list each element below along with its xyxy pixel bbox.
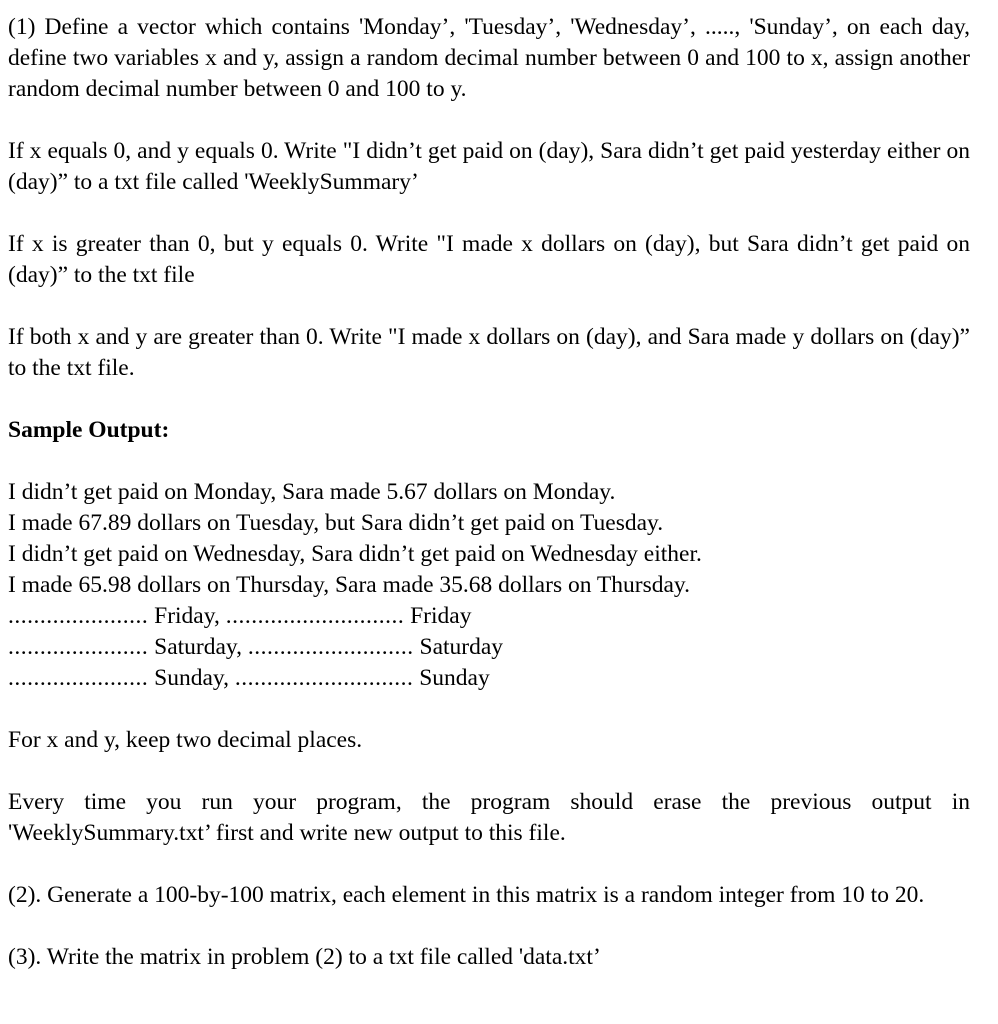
placeholder-dots: ............................ — [234, 665, 414, 691]
day-label: Sunday, — [154, 665, 229, 691]
rule-both-positive: If both x and y are greater than 0. Write "I made x dollars on (day), and Sara made y dollars on (day)” to the txt file. — [8, 324, 970, 381]
placeholder-dots: ...................... — [8, 603, 149, 629]
rule-y-zero: If x is greater than 0, but y equals 0. Write "I made x dollars on (day), but Sara didn’t get paid on (day)” to the txt file — [8, 231, 970, 288]
placeholder-dots: ...................... — [8, 634, 149, 660]
sample-line-sunday — [8, 663, 970, 694]
sample-output-heading: Sample Output: — [8, 417, 170, 443]
decimal-places-note: For x and y, keep two decimal places. — [8, 727, 363, 753]
placeholder-dots: .......................... — [247, 634, 414, 660]
rule-both-zero: If x equals 0, and y equals 0. Write "I didn’t get paid on (day), Sara didn’t get paid yesterday either on (day)” to a txt file called 'WeeklySummary’ — [8, 138, 970, 195]
day-label: Sunday — [419, 665, 490, 691]
erase-output-note: Every time you run your program, the program should erase the previous output in 'WeeklySummary.txt’ first and write new output to this file. — [8, 789, 970, 846]
day-label: Friday, — [154, 603, 220, 629]
day-label: Saturday, — [154, 634, 243, 660]
sample-line-saturday — [8, 632, 970, 663]
placeholder-dots: ...................... — [8, 665, 149, 691]
problem-2-text: (2). Generate a 100-by-100 matrix, each element in this matrix is a random integer from 10 to 20. — [8, 882, 925, 908]
day-label: Friday — [410, 603, 472, 629]
sample-line-wednesday: I didn’t get paid on Wednesday, Sara didn’t get paid on Wednesday either. — [8, 541, 702, 567]
placeholder-dots: ............................ — [225, 603, 405, 629]
sample-line-thursday: I made 65.98 dollars on Thursday, Sara made 35.68 dollars on Thursday. — [8, 572, 691, 598]
sample-line-monday: I didn’t get paid on Monday, Sara made 5.67 dollars on Monday. — [8, 479, 616, 505]
sample-line-friday — [8, 601, 970, 632]
sample-line-tuesday: I made 67.89 dollars on Tuesday, but Sara didn’t get paid on Tuesday. — [8, 510, 664, 536]
sample-output-block — [8, 477, 970, 694]
day-label: Saturday — [419, 634, 504, 660]
assignment-document — [8, 12, 970, 1004]
problem-3-text: (3). Write the matrix in problem (2) to a txt file called 'data.txt’ — [8, 944, 601, 970]
problem-1-intro: (1) Define a vector which contains 'Monday’, 'Tuesday’, 'Wednesday’, ....., 'Sunday’, on each day, define two variables x and y, assign a random decimal number between 0 and 100 to x, assign another random decimal number between 0 and 100 to y. — [8, 14, 970, 102]
